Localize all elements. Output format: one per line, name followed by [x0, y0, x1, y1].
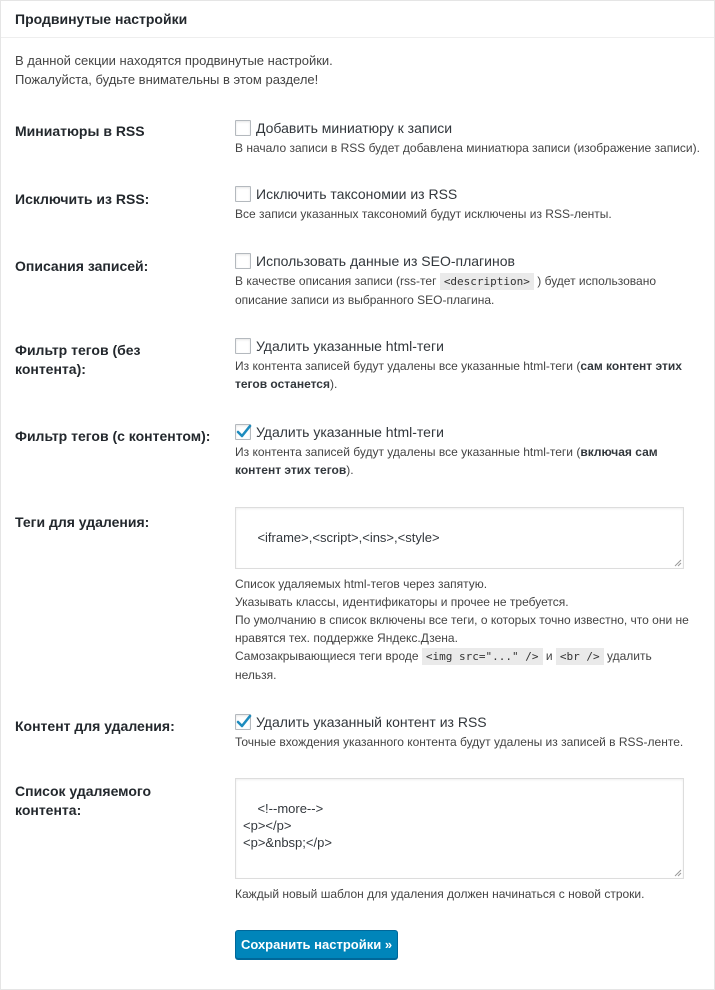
code-snippet: <img src="..." />	[422, 648, 543, 665]
label-post-descriptions: Описания записей:	[15, 258, 149, 274]
desc-text: Самозакрывающиеся теги вроде	[235, 649, 419, 663]
remove-content-checkbox[interactable]	[235, 714, 251, 730]
content-list-help: Каждый новый шаблон для удаления должен начинаться с новой строки.	[235, 887, 645, 901]
field-content-removal	[235, 712, 705, 751]
label-content-removal: Контент для удаления:	[15, 718, 175, 734]
desc-bold: включая сам	[580, 445, 658, 459]
checkbox-row[interactable]	[235, 118, 705, 138]
desc-text: и	[545, 649, 553, 663]
resize-grip-icon[interactable]	[673, 868, 682, 877]
desc-bold: контент этих тегов	[235, 463, 347, 477]
textarea-value[interactable]: <iframe>,<script>,<ins>,<style>	[257, 530, 440, 545]
field-description	[235, 443, 705, 479]
help-line: По умолчанию в список включены все теги, о которых точно известно, что они не	[235, 613, 689, 627]
use-seo-data-checkbox[interactable]	[235, 253, 251, 269]
code-snippet: <description>	[440, 273, 534, 290]
content-list-textarea[interactable]	[235, 778, 684, 879]
checkmark-icon	[234, 422, 254, 442]
field-description	[235, 272, 705, 309]
help-line	[235, 647, 705, 666]
help-line: Указывать классы, идентификаторы и прочее не требуется.	[235, 595, 569, 609]
panel-title: Продвинутые настройки	[15, 11, 188, 27]
intro-text	[15, 51, 333, 89]
tags-to-remove-help	[235, 575, 705, 684]
label-content-list	[15, 782, 151, 820]
intro-line: Пожалуйста, будьте внимательны в этом разделе!	[15, 72, 319, 87]
exclude-taxonomies-checkbox[interactable]	[235, 186, 251, 202]
label-tag-filter-with-content: Фильтр тегов (с контентом):	[15, 428, 211, 444]
field-tag-filter-with-content	[235, 422, 705, 479]
label-line: Фильтр тегов (без	[15, 342, 141, 358]
desc-text: описание записи из выбранного SEO-плагина.	[235, 293, 495, 307]
checkbox-label[interactable]: Добавить миниатюру к записи	[256, 120, 453, 136]
checkbox-row[interactable]	[235, 422, 705, 442]
desc-text: Из контента записей будут удалены все указанные html-теги (	[235, 445, 581, 459]
label-line: контента:	[15, 802, 82, 818]
help-line: нравятся тех. поддержке Яндекс.Дзена.	[235, 631, 458, 645]
desc-bold: сам контент этих	[580, 359, 682, 373]
label-tags-to-remove: Теги для удаления:	[15, 514, 150, 530]
intro-line: В данной секции находятся продвинутые настройки.	[15, 53, 333, 68]
checkmark-icon	[234, 712, 254, 732]
field-tag-filter-without-content	[235, 336, 705, 393]
remove-tags-with-content-checkbox[interactable]	[235, 424, 251, 440]
label-tag-filter-without-content	[15, 341, 141, 379]
checkbox-row[interactable]	[235, 336, 705, 356]
desc-text: В качестве описания записи (rss-тег	[235, 274, 437, 288]
panel-header	[1, 1, 714, 38]
code-snippet: <br />	[556, 648, 604, 665]
desc-text: ).	[346, 463, 354, 477]
checkbox-row[interactable]	[235, 184, 705, 204]
resize-grip-icon[interactable]	[673, 558, 682, 567]
desc-text: Из контента записей будут удалены все указанные html-теги (	[235, 359, 581, 373]
tags-to-remove-textarea[interactable]	[235, 507, 684, 569]
save-settings-button[interactable]: Сохранить настройки »	[235, 930, 398, 959]
help-line: нельзя.	[235, 668, 277, 682]
checkbox-row[interactable]	[235, 251, 705, 271]
field-rss-thumbnails	[235, 118, 705, 157]
checkbox-label[interactable]: Удалить указанные html-теги	[256, 424, 444, 440]
textarea-value[interactable]: <!--more--> <p></p> <p>&nbsp;</p>	[243, 801, 332, 850]
field-description: В начало записи в RSS будет добавлена миниатюра записи (изображение записи).	[235, 141, 700, 155]
checkbox-label[interactable]: Использовать данные из SEO-плагинов	[256, 253, 515, 269]
remove-tags-checkbox[interactable]	[235, 338, 251, 354]
field-exclude-from-rss	[235, 184, 705, 223]
label-exclude-from-rss: Исключить из RSS:	[15, 191, 150, 207]
checkbox-label[interactable]: Удалить указанные html-теги	[256, 338, 444, 354]
label-rss-thumbnails: Миниатюры в RSS	[15, 123, 145, 139]
checkbox-row[interactable]	[235, 712, 705, 732]
label-line: контента):	[15, 361, 86, 377]
field-post-descriptions	[235, 251, 705, 309]
desc-text: ).	[330, 377, 338, 391]
add-thumbnail-checkbox[interactable]	[235, 120, 251, 136]
checkbox-label[interactable]: Удалить указанный контент из RSS	[256, 714, 487, 730]
field-description	[235, 357, 705, 393]
label-line: Список удаляемого	[15, 783, 152, 799]
checkbox-label[interactable]: Исключить таксономии из RSS	[256, 186, 458, 202]
help-line: Список удаляемых html-тегов через запятую.	[235, 577, 488, 591]
desc-text: ) будет использовано	[537, 274, 657, 288]
field-description: Точные вхождения указанного контента будут удалены из записей в RSS-ленте.	[235, 735, 684, 749]
desc-bold: тегов останется	[235, 377, 330, 391]
field-description: Все записи указанных таксономий будут исключены из RSS-ленты.	[235, 207, 612, 221]
desc-text: удалить	[607, 649, 652, 663]
